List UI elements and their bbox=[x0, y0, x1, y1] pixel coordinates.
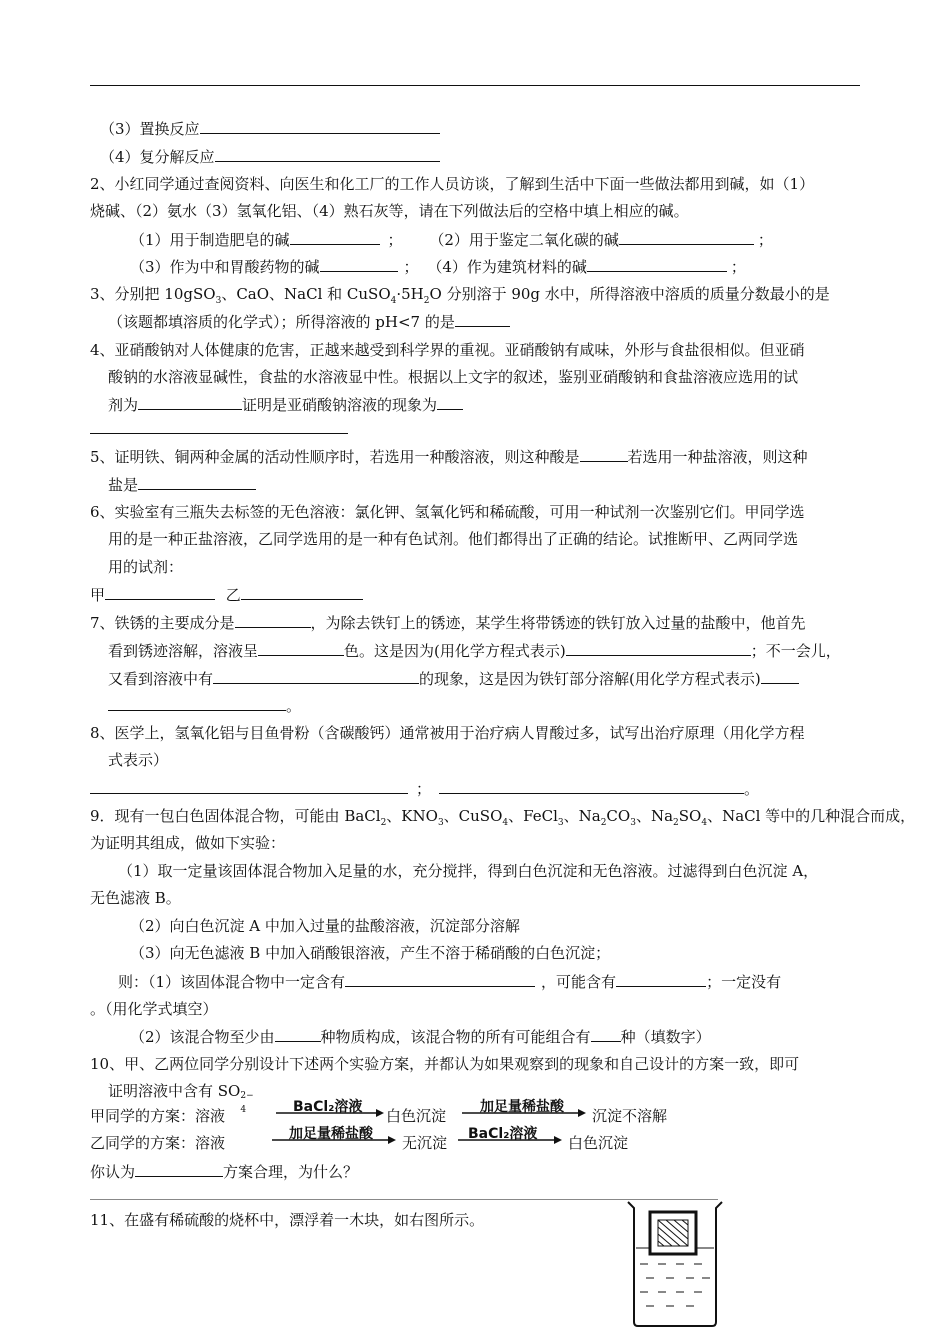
yi-end: 白色沉淀 bbox=[568, 1134, 629, 1152]
q9-line2: 为证明其组成，做如下实验： bbox=[90, 834, 286, 852]
blank[interactable] bbox=[591, 1026, 621, 1042]
beaker-figure bbox=[622, 1198, 724, 1330]
q9-step1b: 无色滤液 B。 bbox=[90, 889, 181, 907]
q5-line2: 盐是 bbox=[108, 474, 256, 495]
q3-line1: 3、分别把 10gSO$_3$、CaO、NaCl 和 $CuSO_4\cdot 5H_2O$ 分别溶于 90g 水中，所得溶液中溶质的质量分数最小的是 bbox=[90, 285, 830, 306]
q7-line1: 7、铁锈的主要成分是 ，为除去铁钉上的锈迹，某学生将带锈迹的铁钉放入过量的盐酸中，他首先 bbox=[90, 614, 806, 632]
q3-line2: （该题都填溶质的化学式）；所得溶液的 pH<7 的是 bbox=[108, 311, 510, 332]
q6-line1: 6、实验室有三瓶失去标签的无色溶液：氯化钾、氢氧化钙和稀硫酸，可用一种试剂一次鉴别它们。甲同学选 bbox=[90, 503, 805, 521]
top-rule bbox=[90, 85, 860, 86]
q4-line3: 剂为 证明是亚硝酸钠溶液的现象为 bbox=[108, 394, 463, 415]
q2-line2: 烧碱、（2）氨水（3）氢氧化铝、（4）熟石灰等，请在下列做法后的空格中填上相应的碱。 bbox=[90, 202, 689, 220]
q10-line1: 10、甲、乙两位同学分别设计下述两个实验方案，并都认为如果观察到的现象和自己设计的方案一致，即可 bbox=[90, 1055, 800, 1073]
blank[interactable] bbox=[345, 971, 535, 987]
yi-arrow1-label: 加足量稀盐酸 bbox=[289, 1126, 373, 1142]
q7-line2: 看到锈迹溶解，溶液呈 色。这是因为(用化学方程式表示) ；不一会儿， bbox=[108, 642, 841, 660]
jia-arrow2-label: 加足量稀盐酸 bbox=[480, 1099, 564, 1115]
q9-step1a: （1）取一定量该固体混合物加入足量的水，充分搅拌，得到白色沉淀和无色溶液。过滤得到白色沉淀 A， bbox=[118, 862, 819, 880]
blank[interactable] bbox=[135, 1161, 223, 1177]
q9-step2: （2）向白色沉淀 A 中加入过量的盐酸溶液，沉淀部分溶解 bbox=[130, 917, 520, 935]
q6-line3: 用的试剂： bbox=[108, 558, 184, 576]
q2-row1: （1）用于制造肥皂的碱 ； （2）用于鉴定二氧化碳的碱 ； bbox=[130, 231, 773, 249]
q10-yi-label: 乙同学的方案：溶液 bbox=[90, 1134, 226, 1152]
q9-ask1d: 。（用化学式填空） bbox=[90, 1000, 218, 1018]
q4-line2: 酸钠的水溶液显碱性，食盐的水溶液显中性。根据以上文字的叙述，鉴别亚硝酸钠和食盐溶液应选用的试 bbox=[108, 368, 799, 386]
blank[interactable] bbox=[105, 584, 215, 600]
q10-line2: 证明溶液中含有 SO 2− 4 bbox=[108, 1082, 254, 1115]
yi-arrow2-label: BaCl₂溶液 bbox=[468, 1126, 538, 1142]
q8-line1: 8、医学上，氢氧化铝与目鱼骨粉（含碳酸钙）通常被用于治疗病人胃酸过多，试写出治疗原理（用化学方程 bbox=[90, 724, 805, 742]
blank[interactable] bbox=[437, 394, 463, 410]
q7-line4: 。 bbox=[108, 695, 301, 716]
q6-line2: 用的是一种正盐溶液，乙同学选用的是一种有色试剂。他们都得出了正确的结论。试推断甲、乙两同学选 bbox=[108, 530, 799, 548]
q8-answers: ； 。 bbox=[90, 778, 759, 799]
jia-arrow1-label: BaCl₂溶液 bbox=[293, 1099, 363, 1115]
blank[interactable] bbox=[290, 229, 380, 245]
right-arrow-icon bbox=[458, 1135, 564, 1145]
q9-step3: （3）向无色滤液 B 中加入硝酸银溶液，产生不溶于稀硝酸的白色沉淀； bbox=[130, 944, 611, 962]
q1-item3: （3）置换反应 bbox=[100, 118, 440, 139]
blank[interactable] bbox=[90, 778, 408, 794]
jia-mid: 白色沉淀 bbox=[386, 1107, 447, 1125]
right-arrow-icon bbox=[462, 1108, 588, 1118]
q9-line1: 9．现有一包白色固体混合物，可能由 BaCl$_2$、$KNO_3$、CuSO$_4$、FeCl$_3$、$Na_2CO_3$、$Na_2SO_4$、NaCl 等中的几种混合而成， bbox=[90, 807, 916, 828]
blank[interactable] bbox=[235, 612, 311, 628]
blank[interactable] bbox=[580, 446, 628, 462]
blank[interactable] bbox=[138, 394, 242, 410]
q10-ask: 你认为 方案合理，为什么？ bbox=[90, 1163, 359, 1181]
blank[interactable] bbox=[258, 640, 344, 656]
q6-answers: 甲 乙 bbox=[90, 584, 363, 605]
q9-ask2: （2）该混合物至少由 种物质构成，该混合物的所有可能组合有 种（填数字） bbox=[130, 1028, 711, 1046]
blank[interactable] bbox=[619, 229, 754, 245]
q4-answer-line[interactable] bbox=[90, 433, 348, 434]
yi-mid: 无沉淀 bbox=[402, 1134, 448, 1152]
q2-row2: （3）作为中和胃酸药物的碱 ； （4）作为建筑材料的碱 ； bbox=[130, 258, 746, 276]
right-arrow-icon bbox=[272, 1135, 398, 1145]
blank[interactable] bbox=[616, 971, 706, 987]
blank[interactable] bbox=[215, 146, 440, 162]
q7-line3: 又看到溶液中有 的现象，这是因为铁钉部分溶解(用化学方程式表示) bbox=[108, 668, 799, 689]
right-arrow-icon bbox=[276, 1108, 386, 1118]
jia-end: 沉淀不溶解 bbox=[592, 1107, 668, 1125]
q1-item4: （4）复分解反应 bbox=[100, 146, 440, 167]
q5-line1: 5、证明铁、铜两种金属的活动性顺序时，若选用一种酸溶液，则这种酸是 若选用一种盐溶液，则这种 bbox=[90, 448, 808, 466]
blank[interactable] bbox=[275, 1026, 321, 1042]
blank[interactable] bbox=[566, 640, 751, 656]
q8-line2: 式表示） bbox=[108, 751, 169, 769]
blank[interactable] bbox=[200, 118, 440, 134]
q10-jia-label: 甲同学的方案：溶液 bbox=[90, 1107, 226, 1125]
blank[interactable] bbox=[138, 474, 256, 490]
q9-ask1: 则：（1）该固体混合物中一定含有 ，可能含有 ；一定没有 bbox=[118, 973, 782, 991]
blank[interactable] bbox=[761, 668, 799, 684]
blank[interactable] bbox=[439, 778, 744, 794]
q11-line1: 11、在盛有稀硫酸的烧杯中，漂浮着一木块，如右图所示。 bbox=[90, 1211, 485, 1229]
blank[interactable] bbox=[587, 256, 727, 272]
q4-line1: 4、亚硝酸钠对人体健康的危害，正越来越受到科学界的重视。亚硝酸钠有咸味，外形与食盐很相似。但亚硝 bbox=[90, 341, 805, 359]
blank[interactable] bbox=[320, 256, 398, 272]
blank[interactable] bbox=[108, 695, 286, 711]
q2-line1: 2、小红同学通过查阅资料、向医生和化工厂的工作人员访谈，了解到生活中下面一些做法都用到碱，如（1） bbox=[90, 175, 815, 193]
blank[interactable] bbox=[213, 668, 419, 684]
blank[interactable] bbox=[455, 311, 510, 327]
blank[interactable] bbox=[241, 584, 363, 600]
